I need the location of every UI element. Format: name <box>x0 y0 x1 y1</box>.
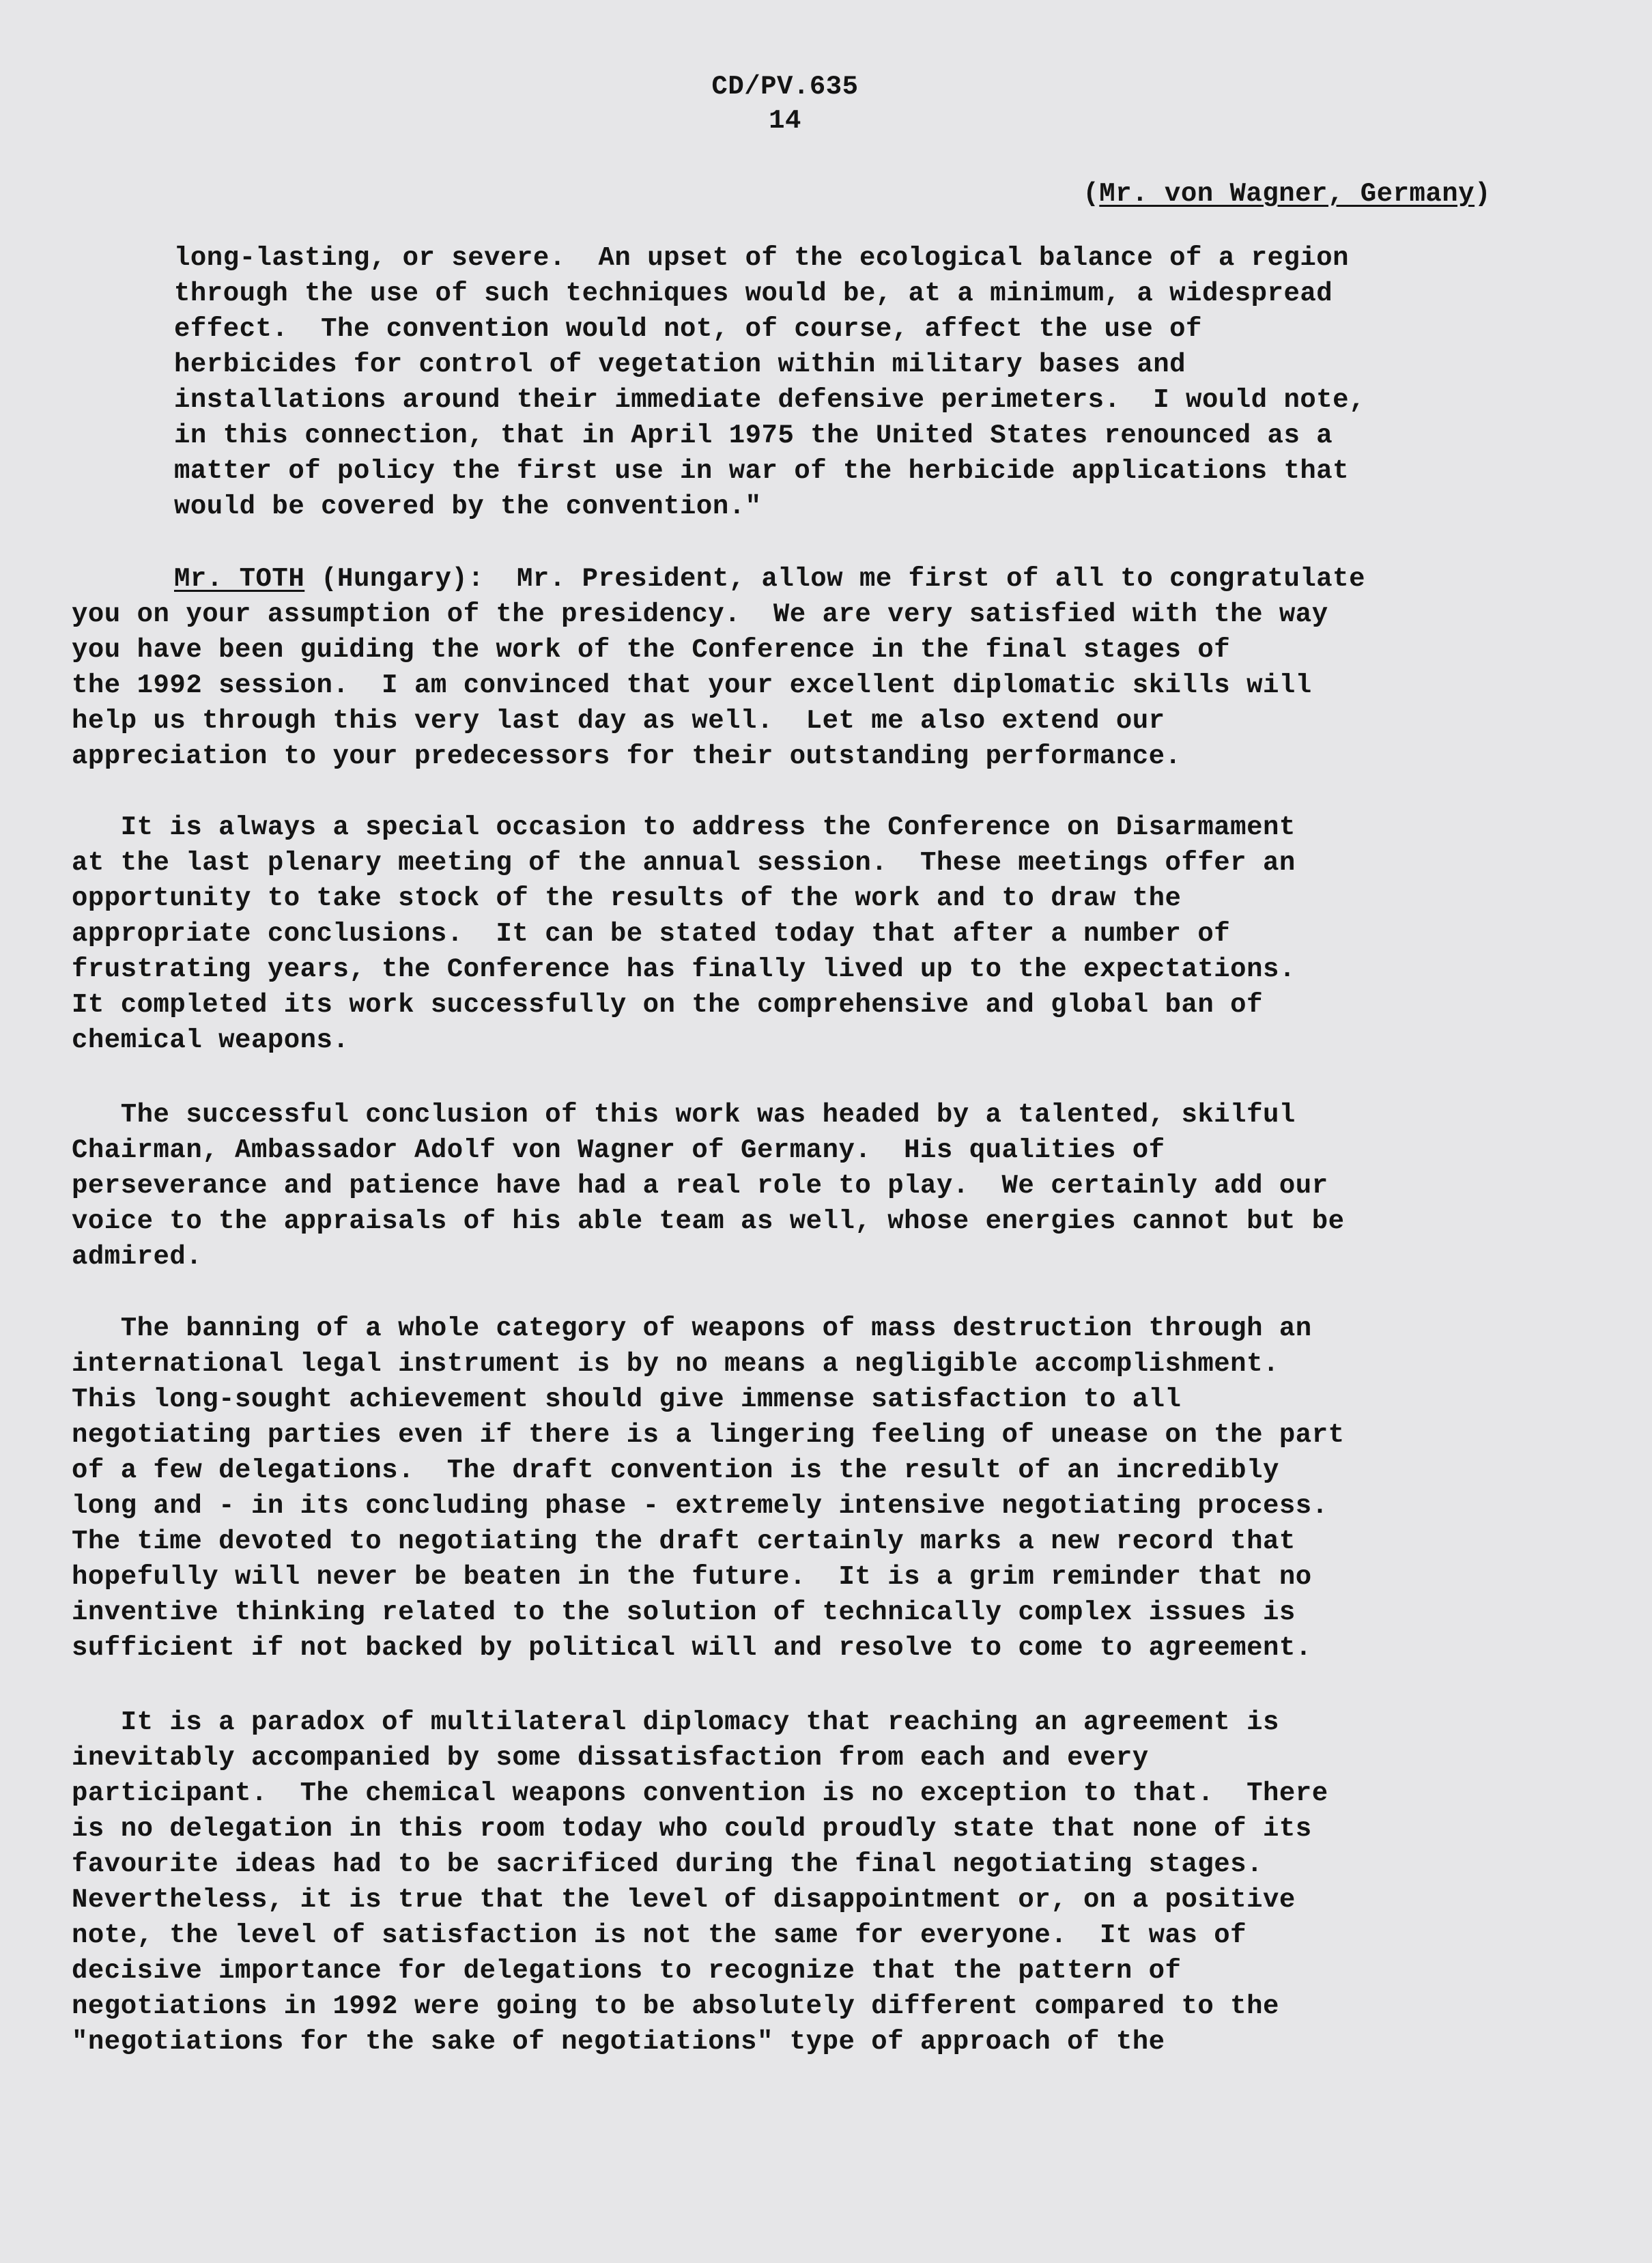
text-line: inevitably accompanied by some dissatisfaction from each and every <box>72 1743 1149 1773</box>
page-header <box>669 70 901 138</box>
speaker-intro: (Hungary): Mr. President, allow me first of all to congratulate <box>304 564 1365 594</box>
text-line: decisive importance for delegations to recognize that the pattern of <box>72 1956 1182 1986</box>
text-line: long and - in its concluding phase - extremely intensive negotiating process. <box>72 1491 1328 1521</box>
text-line: international legal instrument is by no means a negligible accomplishment. <box>72 1349 1279 1379</box>
text-line: appropriate conclusions. It can be stated today that after a number of <box>72 919 1231 949</box>
text-line: It completed its work successfully on the comprehensive and global ban of <box>72 990 1263 1020</box>
text-line: of a few delegations. The draft convention is the result of an incredibly <box>72 1455 1279 1485</box>
text-line: is no delegation in this room today who could proudly state that none of its <box>72 1814 1312 1844</box>
text-line: effect. The convention would not, of course, affect the use of <box>174 314 1202 344</box>
text-line: perseverance and patience have had a real role to play. We certainly add our <box>72 1171 1328 1201</box>
text-line: The successful conclusion of this work was headed by a talented, skilful <box>72 1100 1296 1130</box>
text-line: opportunity to take stock of the results of the work and to draw the <box>72 883 1182 913</box>
text-line: The banning of a whole category of weapons of mass destruction through an <box>72 1313 1312 1343</box>
text-line: help us through this very last day as well. Let me also extend our <box>72 706 1165 736</box>
text-line: favourite ideas had to be sacrificed during the final negotiating stages. <box>72 1849 1263 1879</box>
text-line: Nevertheless, it is true that the level of disappointment or, on a positive <box>72 1885 1296 1915</box>
speaker-name: Mr. TOTH <box>174 564 305 594</box>
text-line: long-lasting, or severe. An upset of the ecological balance of a region <box>174 243 1350 273</box>
text-line <box>72 561 1478 597</box>
text-line: in this connection, that in April 1975 the United States renounced as a <box>174 421 1333 451</box>
paragraph-toth-opening <box>72 561 1478 774</box>
speaker-attribution: (Mr. von Wagner, Germany) <box>1083 179 1491 209</box>
text-line: hopefully will never be beaten in the future. It is a grim reminder that no <box>72 1562 1312 1592</box>
text-line: negotiations in 1992 were going to be absolutely different compared to the <box>72 1991 1279 2021</box>
text-line: matter of policy the first use in war of the herbicide applications that <box>174 456 1350 486</box>
text-line: you on your assumption of the presidency. We are very satisfied with the way <box>72 599 1328 629</box>
text-line: at the last plenary meeting of the annual session. These meetings offer an <box>72 848 1296 878</box>
text-line: chemical weapons. <box>72 1025 350 1055</box>
text-line: frustrating years, the Conference has finally lived up to the expectations. <box>72 954 1296 984</box>
text-line: would be covered by the convention." <box>174 492 762 522</box>
text-line: negotiating parties even if there is a lingering feeling of unease on the part <box>72 1420 1345 1450</box>
text-line: appreciation to your predecessors for their outstanding performance. <box>72 741 1182 771</box>
text-line: The time devoted to negotiating the draft certainly marks a new record that <box>72 1526 1296 1556</box>
page-number: 14 <box>769 106 801 136</box>
text-line: the 1992 session. I am convinced that your excellent diplomatic skills will <box>72 670 1312 700</box>
text-line: It is always a special occasion to address the Conference on Disarmament <box>72 812 1296 842</box>
text-line: Chairman, Ambassador Adolf von Wagner of Germany. His qualities of <box>72 1135 1165 1165</box>
text-line: you have been guiding the work of the Conference in the final stages of <box>72 635 1231 665</box>
paragraph-banning <box>72 1311 1478 1666</box>
text-line: participant. The chemical weapons convention is no exception to that. There <box>72 1778 1328 1808</box>
speaker-attribution-name: Mr. von Wagner, Germany <box>1099 179 1475 209</box>
document-symbol: CD/PV.635 <box>711 72 859 102</box>
text-line: through the use of such techniques would be, at a minimum, a widespread <box>174 279 1333 309</box>
text-line: It is a paradox of multilateral diplomacy that reaching an agreement is <box>72 1707 1279 1737</box>
text-line: herbicides for control of vegetation within military bases and <box>174 350 1186 380</box>
text-line: "negotiations for the sake of negotiations" type of approach of the <box>72 2027 1165 2057</box>
text-line: note, the level of satisfaction is not the same for everyone. It was of <box>72 1920 1247 1950</box>
paragraph-special-occasion <box>72 810 1478 1058</box>
text-line: inventive thinking related to the solution of technically complex issues is <box>72 1597 1296 1627</box>
text-line: voice to the appraisals of his able team as well, whose energies cannot but be <box>72 1206 1345 1236</box>
paragraph-chairman <box>72 1097 1478 1275</box>
paragraph-quote-continuation <box>174 240 1485 524</box>
text-line: installations around their immediate defensive perimeters. I would note, <box>174 385 1365 415</box>
text-line: This long-sought achievement should give immense satisfaction to all <box>72 1384 1182 1414</box>
text-line: admired. <box>72 1242 203 1272</box>
text-line: sufficient if not backed by political will and resolve to come to agreement. <box>72 1633 1312 1663</box>
paragraph-paradox <box>72 1705 1478 2060</box>
